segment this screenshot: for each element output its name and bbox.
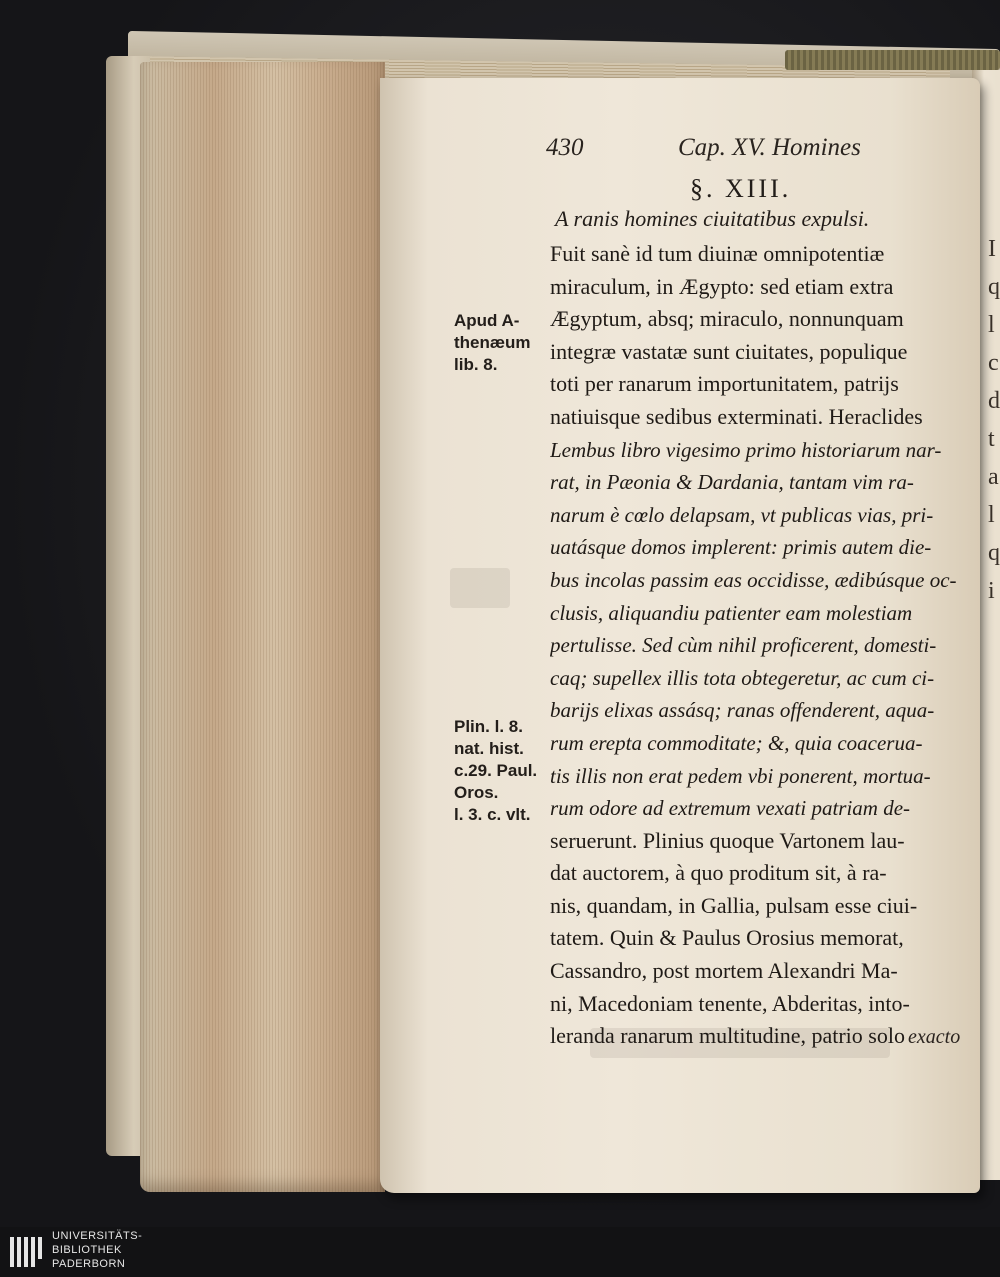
margin-note-line: nat. hist.	[454, 739, 524, 758]
bookmark-ribbon	[785, 50, 1000, 70]
text-line: rum odore ad extremum vexati patriam de-	[550, 796, 911, 821]
text-line: Ægyptum, absq; miraculo, nonnunquam	[550, 306, 904, 332]
library-logo-text	[52, 1229, 142, 1271]
margin-note-line: lib. 8.	[454, 355, 498, 374]
running-title: Cap. XV. Homines	[678, 134, 861, 161]
facing-page-letter: q	[988, 540, 1000, 566]
text-line: tis illis non erat pedem vbi ponerent, mortua-	[550, 763, 931, 788]
running-head	[410, 134, 860, 164]
text-line: uatásque domos implerent: primis autem die-	[550, 535, 932, 560]
text-line: tatem. Quin & Paulus Orosius memorat,	[550, 925, 904, 951]
facing-page-letter: a	[988, 464, 999, 490]
text-line: bus incolas passim eas occidisse, ædibúsque oc-	[550, 567, 957, 592]
text-block-fore-edge	[140, 62, 385, 1192]
text-line: pertulisse. Sed cùm nihil proficerent, domesti-	[550, 633, 937, 658]
text-line: Fuit sanè id tum diuinæ omnipotentiæ	[550, 241, 885, 266]
facing-page-letters	[988, 230, 1000, 610]
text-line: Lembus libro vigesimo primo historiarum nar-	[550, 437, 942, 462]
text-line: caq; supellex illis tota obtegeretur, ac cum ci-	[550, 665, 935, 690]
text-line: seruerunt. Plinius quoque Vartonem lau-	[550, 827, 905, 853]
text-line: ni, Macedoniam tenente, Abderitas, into-	[550, 990, 910, 1016]
text-line: rum erepta commoditate; &, quia coacerua-	[550, 730, 923, 755]
facing-page-letter: l	[988, 502, 995, 528]
facing-page-letter: I	[988, 236, 996, 262]
page-content	[410, 78, 970, 1193]
text-line: natiuisque sedibus exterminati. Heraclides	[550, 403, 923, 429]
section-heading: §. XIII.	[690, 174, 792, 203]
margin-note-line: Apud A-	[454, 311, 520, 330]
text-line: clusis, aliquandiu patienter eam molestiam	[550, 600, 913, 625]
margin-note-line: Plin. l. 8.	[454, 717, 523, 736]
section-subtitle: A ranis homines ciuitatibus expulsi.	[555, 206, 870, 231]
book-page	[380, 78, 980, 1193]
text-line: leranda ranarum multitudine, patrio solo	[550, 1023, 905, 1049]
facing-page-letter: l	[988, 312, 995, 338]
page-number: 430	[546, 134, 584, 161]
margin-note-line: Oros.	[454, 783, 499, 802]
margin-note-line: c.29. Paul.	[454, 761, 538, 780]
text-line: nis, quandam, in Gallia, pulsam esse ciui-	[550, 892, 918, 918]
text-line: narum è cœlo delapsam, vt publicas vias, pri-	[550, 502, 934, 527]
margin-note	[454, 716, 554, 826]
catchword: exacto	[908, 1026, 961, 1048]
margin-note	[454, 310, 554, 376]
body-text	[550, 238, 975, 1053]
library-logo	[0, 1227, 1000, 1277]
logo-line: PADERBORN	[52, 1258, 126, 1270]
text-line: miraculum, in Ægypto: sed etiam extra	[550, 273, 894, 299]
facing-page-letter: c	[988, 350, 999, 376]
logo-line: UNIVERSITÄTS-	[52, 1230, 143, 1242]
text-line: integræ vastatæ sunt ciuitates, populique	[550, 338, 908, 364]
text-line: Cassandro, post mortem Alexandri Ma-	[550, 958, 898, 984]
logo-line: BIBLIOTHEK	[52, 1244, 122, 1256]
text-line: barijs elixas assásq; ranas offenderent, aqua-	[550, 698, 935, 723]
library-logo-icon	[8, 1233, 46, 1271]
facing-page-letter: d	[988, 388, 1000, 414]
margin-note-line: thenæum	[454, 333, 531, 352]
text-line: toti per ranarum importunitatem, patrijs	[550, 371, 899, 397]
facing-page-letter: i	[988, 578, 995, 604]
text-line: rat, in Pæonia & Dardania, tantam vim ra-	[550, 470, 914, 495]
text-line: dat auctorem, à quo proditum sit, à ra-	[550, 860, 887, 886]
facing-page-letter: t	[988, 426, 995, 452]
margin-note-line: l. 3. c. vlt.	[454, 805, 531, 824]
facing-page-letter: q	[988, 274, 1000, 300]
